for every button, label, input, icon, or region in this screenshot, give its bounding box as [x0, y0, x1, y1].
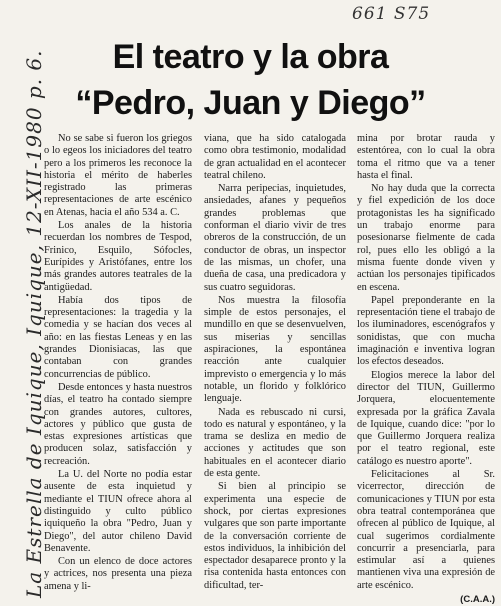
paragraph: No se sabe si fueron los griegos o lo egeos los iniciadores del teatro pero a los primeros les reconoce la historia el mérito de haberles registrado las primeras representaciones de arte escénico en Atenas, hacia el año 534 a. C.: [44, 133, 192, 218]
headline-line-1: El teatro y la obra: [112, 38, 389, 76]
paragraph: Desde entonces y hasta nuestros días, el teatro ha contado siempre con grandes autores, cultores, actores y público que gusta de estas expresiones artísticas que producen solaz, satisfacción y recreación.: [44, 381, 192, 467]
paragraph: Nos muestra la filosofía simple de estos personajes, el mundillo en que se desenvuelven, sus miserias y sencillas aspiraciones, la espontánea reacción ante cualquier imprevisto o emergencia y lo más notable, un florido y folklórico lenguaje.: [204, 294, 346, 405]
paragraph: Los anales de la historia recuerdan los nombres de Tespod, Frinico, Esquilo, Sófocles, Eurípides y Aristófanes, entre los más grandes autores teatrales de la antigüedad.: [44, 220, 192, 293]
article-column-3: [357, 133, 495, 606]
paragraph: Nada es rebuscado ni cursi, todo es natural y espontáneo, y la trama se desliza en medio de acciones y actitudes que son habituales en el acontecer diario de esta gente.: [204, 406, 346, 480]
author-signature: (C.A.A.): [460, 593, 495, 605]
paragraph: Felicitaciones al Sr. vicerrector, dirección de comunicaciones y TIUN por esta obra teatral contemporánea que ofrecen al público de Iquique, al cual sugerimos cordialmente concurrir a presenciarla, para estimular así a quienes mantienen viva una expresión de arte escénico.: [357, 469, 495, 591]
paragraph: Papel preponderante en la representación tiene el trabajo de los iluminadores, escenógrafos y sonidistas, que con mucha imaginación e inventiva logran los efectos deseados.: [357, 294, 495, 368]
paragraph: Si bien al principio se experimenta una especie de shock, por ciertas expresiones vulgares que son parte importante de la conversación corriente de estos individuos, la inhibición del espectador desaparece pronto y la risa contenida hasta entonces con dificultad, ter-: [204, 481, 346, 591]
archive-annotation: 661 S75: [352, 4, 431, 24]
paragraph: No hay duda que la correcta y fiel expedición de los doce protagonistas les ha significado un trabajo enorme para posesionarse fielmente de cada rol, pues ello les obligó a la misma fuente donde viven y actúan los personajes tipificados en escena.: [357, 183, 495, 293]
paragraph: mina por brotar rauda y estentórea, con lo cual la obra toma el ritmo que va a tener hasta el final.: [357, 133, 495, 181]
article-column-2: [204, 133, 346, 593]
paragraph: Había dos tipos de representaciones: la tragedia y la comedia y se hacían dos veces al año: en las fiestas Leneas y en las grandes Dionisiacas, las que contaban con grandes concurrencias de público.: [44, 294, 192, 380]
paragraph: Con un elenco de doce actores y actrices, nos presenta una pieza amena y li-: [44, 556, 192, 592]
margin-source-note: La Estrella de Iquique, Iquique, 12-XII-1980 p. 6.: [22, 49, 46, 598]
headline-line-2: “Pedro, Juan y Diego”: [75, 84, 426, 122]
paragraph: La U. del Norte no podía estar ausente de esta inquietud y mediante el TIUN ofrece ahora al distinguido y culto público iquiqueño la obra "Pedro, Juan y Diego", del autor chileno David Benavente.: [44, 469, 192, 554]
paragraph: viana, que ha sido catalogada como obra testimonio, modalidad de gran actualidad en el acontecer teatral chileno.: [204, 133, 346, 181]
article-column-1: [44, 133, 192, 594]
paragraph: Narra peripecias, inquietudes, ansiedades, afanes y pequeños grandes problemas que conforman el diario vivir de tres obreros de la construcción, de un conductor de obras, un inspector de las mismas, un chofer, una dueña de casa, una predicadora y sus cuatro seguidoras.: [204, 183, 346, 293]
paragraph: Elogios merece la labor del director del TIUN, Guillermo Jorquera, elocuentemente expresada por la gráfica Zavala de Iquique, cuando dice: "por lo que Guillermo Jorquera realiza por el teatro regional, este catálogo es nuestro aporte".: [357, 369, 495, 467]
